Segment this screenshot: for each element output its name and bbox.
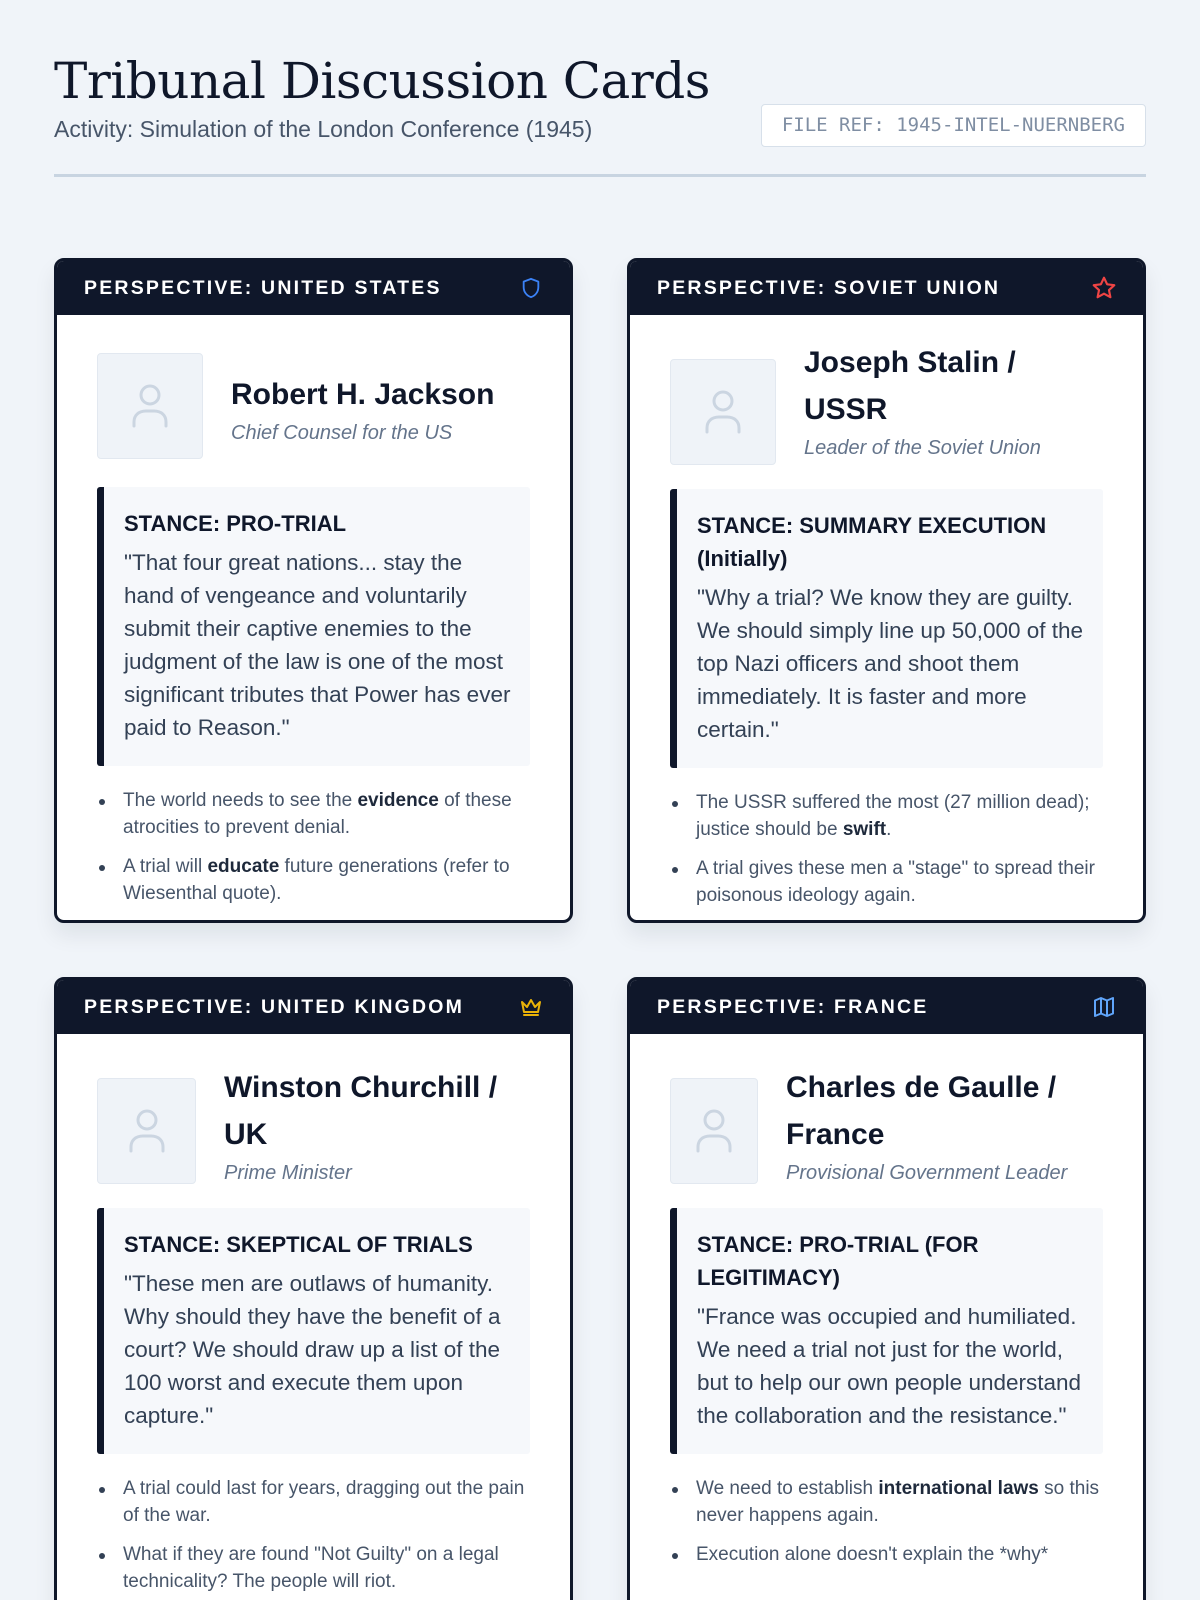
- page-title: Tribunal Discussion Cards: [54, 52, 710, 110]
- person-name: Charles de Gaulle / France: [786, 1071, 1057, 1151]
- avatar: [670, 1078, 758, 1184]
- argument-list: [670, 790, 1103, 909]
- user-icon: [128, 382, 172, 430]
- stance-box: [670, 489, 1103, 768]
- stance-heading: STANCE: SUMMARY EXECUTION (Initially): [697, 513, 1047, 571]
- stance-heading: STANCE: PRO-TRIAL: [124, 511, 347, 536]
- stance-quote: "That four great nations... stay the hand of vengeance and voluntarily submit their captive enemies to the judgment of the law is one of the most significant tributes that Power has ever paid to Reason.": [124, 550, 511, 740]
- person-name: Joseph Stalin / USSR: [804, 346, 1016, 426]
- stance-box: [670, 1208, 1103, 1454]
- argument-list: [97, 1476, 530, 1595]
- person-text: [804, 339, 1044, 461]
- avatar: [97, 353, 203, 459]
- stance-heading: STANCE: SKEPTICAL OF TRIALS: [124, 1232, 473, 1257]
- map-icon: [1091, 994, 1117, 1020]
- list-item: What if they are found "Not Guilty" on a legal technicality? The people will riot.: [123, 1542, 530, 1595]
- user-icon: [701, 388, 745, 436]
- person-text: [786, 1064, 1086, 1186]
- shield-icon: [518, 275, 544, 301]
- page-header: [54, 0, 1146, 177]
- perspective-label: PERSPECTIVE: FRANCE: [657, 995, 929, 1018]
- stance-box: [97, 1208, 530, 1454]
- stance-heading: STANCE: PRO-TRIAL (FOR LEGITIMACY): [697, 1232, 979, 1290]
- card-body: [630, 315, 1143, 909]
- perspective-card-soviet-union: [627, 258, 1146, 923]
- perspective-card-united-kingdom: [54, 977, 573, 1600]
- card-header: [57, 261, 570, 315]
- person-block: [97, 353, 530, 459]
- person-block: [670, 346, 1103, 465]
- list-item: A trial gives these men a "stage" to spread their poisonous ideology again.: [696, 856, 1103, 909]
- person-name: Robert H. Jackson: [231, 378, 495, 411]
- person-role: Prime Minister: [224, 1162, 352, 1184]
- card-body: [57, 1034, 570, 1595]
- avatar: [97, 1078, 196, 1184]
- person-block: [670, 1072, 1103, 1186]
- person-role: Leader of the Soviet Union: [804, 437, 1041, 459]
- person-name: Winston Churchill / UK: [224, 1071, 498, 1151]
- card-header: [630, 261, 1143, 315]
- argument-list: [97, 788, 530, 907]
- stance-quote: "Why a trial? We know they are guilty. We should simply line up 50,000 of the top Nazi officers and shoot them immediately. It is faster and more certain.": [697, 585, 1084, 742]
- list-item: The world needs to see the evidence of these atrocities to prevent denial.: [123, 788, 530, 841]
- person-text: [224, 1064, 514, 1186]
- card-body: [630, 1034, 1143, 1569]
- person-block: [97, 1072, 530, 1186]
- perspective-card-united-states: [54, 258, 573, 923]
- file-ref-badge: FILE REF: 1945-INTEL-NUERNBERG: [761, 104, 1146, 147]
- perspective-label: PERSPECTIVE: SOVIET UNION: [657, 276, 1001, 299]
- perspective-label: PERSPECTIVE: UNITED STATES: [84, 276, 442, 299]
- avatar: [670, 359, 776, 465]
- person-text: [231, 371, 494, 446]
- person-role: Chief Counsel for the US: [231, 422, 453, 444]
- perspective-label: PERSPECTIVE: UNITED KINGDOM: [84, 995, 465, 1018]
- card-header: [630, 980, 1143, 1034]
- card-body: [57, 315, 570, 907]
- person-role: Provisional Government Leader: [786, 1162, 1068, 1184]
- list-item: A trial will educate future generations (refer to Wiesenthal quote).: [123, 854, 530, 907]
- page-subtitle: Activity: Simulation of the London Conference (1945): [54, 116, 593, 142]
- stance-quote: "France was occupied and humiliated. We need a trial not just for the world, but to help our own people understand the collaboration and the resistance.": [697, 1304, 1082, 1428]
- list-item: A trial could last for years, dragging out the pain of the war.: [123, 1476, 530, 1529]
- user-icon: [692, 1107, 736, 1155]
- star-icon: [1091, 275, 1117, 301]
- crown-icon: [518, 994, 544, 1020]
- argument-list: [670, 1476, 1103, 1569]
- perspective-card-france: [627, 977, 1146, 1600]
- stance-box: [97, 487, 530, 766]
- list-item: We need to establish international laws so this never happens again.: [696, 1476, 1103, 1529]
- list-item: The USSR suffered the most (27 million dead); justice should be swift.: [696, 790, 1103, 843]
- list-item: Execution alone doesn't explain the *why*: [696, 1542, 1103, 1569]
- card-header: [57, 980, 570, 1034]
- user-icon: [125, 1107, 169, 1155]
- stance-quote: "These men are outlaws of humanity. Why should they have the benefit of a court? We should draw up a list of the 100 worst and execute them upon capture.": [124, 1271, 501, 1428]
